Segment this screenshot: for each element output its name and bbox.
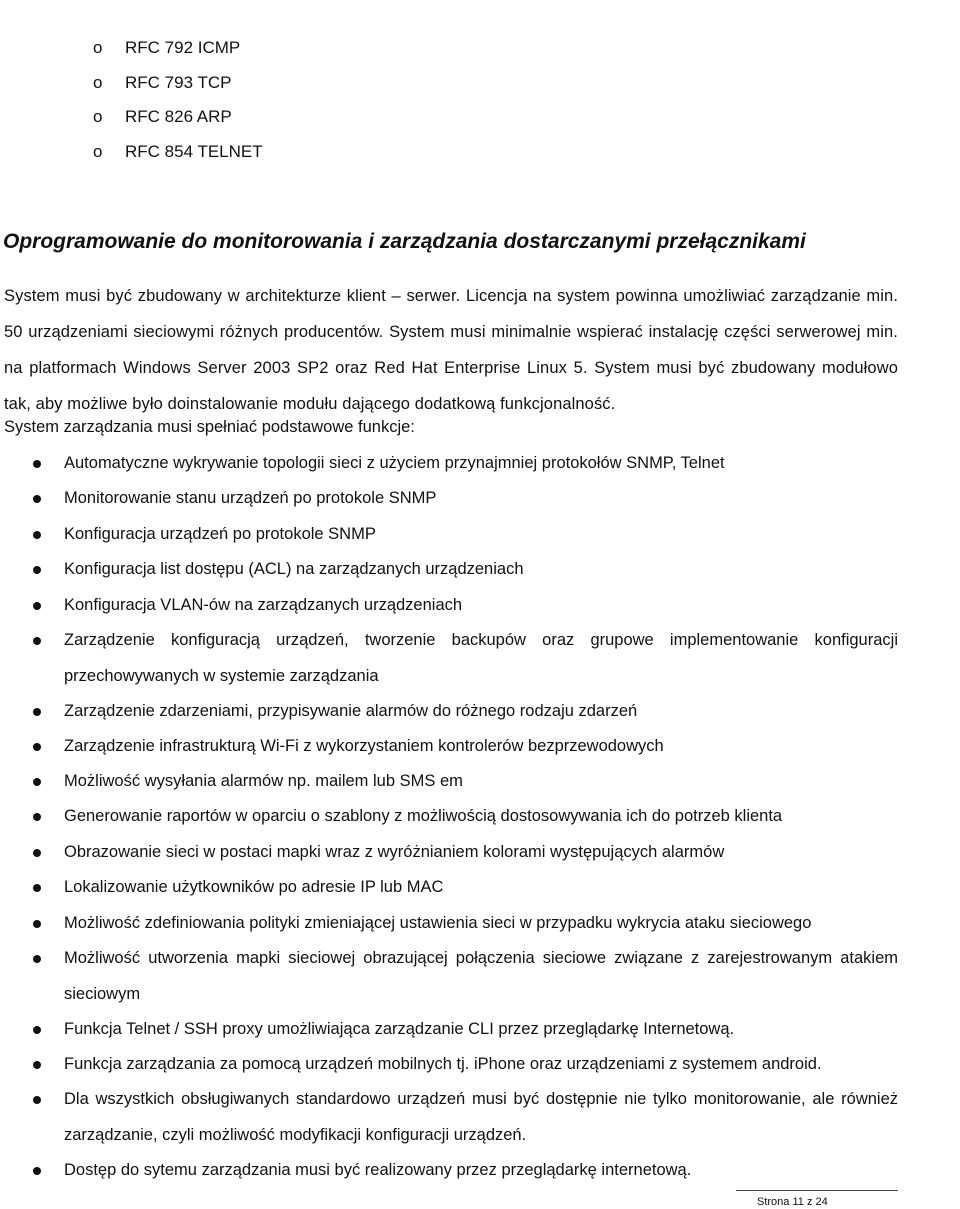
bullet-icon <box>33 849 41 857</box>
bullet-icon <box>33 495 41 503</box>
function-text: Możliwość wysyłania alarmów np. mailem lub SMS em <box>64 772 463 790</box>
bullet-icon <box>33 460 41 468</box>
bullet-icon <box>33 1026 41 1034</box>
rfc-item-text: RFC 793 TCP <box>125 73 232 92</box>
function-text: Zarządzenie konfiguracją urządzeń, tworzenie backupów oraz grupowe implementowanie konfiguracji przechowywanych w systemie zarządzania <box>64 631 898 685</box>
function-text: Dla wszystkich obsługiwanych standardowo urządzeń musi być dostępnie nie tylko monitorowanie, ale również zarządzanie, czyli możliwość modyfikacji konfiguracji urządzeń. <box>64 1090 898 1144</box>
function-text: Zarządzenie zdarzeniami, przypisywanie alarmów do różnego rodzaju zdarzeń <box>64 702 638 720</box>
bullet-icon <box>33 955 41 963</box>
bullet-icon <box>33 920 41 928</box>
rfc-item-text: RFC 826 ARP <box>125 107 232 126</box>
function-text: Konfiguracja urządzeń po protokole SNMP <box>64 525 376 543</box>
bullet-icon <box>33 637 41 645</box>
bullet-icon <box>33 602 41 610</box>
bullet-icon <box>33 531 41 539</box>
section-heading: Oprogramowanie do monitorowania i zarządzania dostarczanymi przełącznikami <box>3 230 806 253</box>
function-text: Automatyczne wykrywanie topologii sieci z użyciem przynajmniej protokołów SNMP, Telnet <box>64 454 725 472</box>
rfc-item-text: RFC 792 ICMP <box>125 38 241 57</box>
bullet-icon <box>33 708 41 716</box>
list-marker-o: o <box>93 107 103 126</box>
bullet-icon <box>33 566 41 574</box>
function-text: Lokalizowanie użytkowników po adresie IP lub MAC <box>64 878 444 896</box>
function-text: Dostęp do sytemu zarządzania musi być realizowany przez przeglądarkę internetową. <box>64 1161 692 1179</box>
bullet-icon <box>33 778 41 786</box>
bullet-icon <box>33 884 41 892</box>
rfc-item-text: RFC 854 TELNET <box>125 142 263 161</box>
bullet-icon <box>33 1167 41 1175</box>
bullet-icon <box>33 813 41 821</box>
body-paragraph: System musi być zbudowany w architekturze klient – serwer. Licencja na system powinna umożliwiać zarządzanie min. 50 urządzeniami sieciowymi różnych producentów. System musi minimalnie wspierać instalację części serwerowej min. na platformach Windows Server 2003 SP2 oraz Red Hat Enterprise Linux 5. System musi być zbudowany modułowo tak, aby możliwe było doinstalowanie modułu dającego dodatkową funkcjonalność. <box>4 287 898 413</box>
function-text: Konfiguracja list dostępu (ACL) na zarządzanych urządzeniach <box>64 560 524 578</box>
function-text: Obrazowanie sieci w postaci mapki wraz z wyróżnianiem kolorami występujących alarmów <box>64 843 725 861</box>
function-text: Monitorowanie stanu urządzeń po protokole SNMP <box>64 489 437 507</box>
functions-intro: System zarządzania musi spełniać podstawowe funkcje: <box>4 418 415 436</box>
bullet-icon <box>33 1096 41 1104</box>
bullet-icon <box>33 743 41 751</box>
list-marker-o: o <box>93 73 103 92</box>
function-text: Zarządzenie infrastrukturą Wi-Fi z wykorzystaniem kontrolerów bezprzewodowych <box>64 737 664 755</box>
list-marker-o: o <box>93 142 103 161</box>
function-text: Funkcja zarządzania za pomocą urządzeń mobilnych tj. iPhone oraz urządzeniami z systemem android. <box>64 1055 822 1073</box>
function-text: Konfiguracja VLAN-ów na zarządzanych urządzeniach <box>64 596 463 614</box>
page-number: Strona 11 z 24 <box>757 1196 828 1208</box>
function-text: Funkcja Telnet / SSH proxy umożliwiająca zarządzanie CLI przez przeglądarkę Internetową. <box>64 1020 735 1038</box>
footer-divider <box>736 1190 898 1191</box>
function-text: Generowanie raportów w oparciu o szablony z możliwością dostosowywania ich do potrzeb klienta <box>64 807 783 825</box>
function-text: Możliwość utworzenia mapki sieciowej obrazującej połączenia sieciowe związane z zarejestrowanym atakiem sieciowym <box>64 949 898 1003</box>
function-text: Możliwość zdefiniowania polityki zmieniającej ustawienia sieci w przypadku wykrycia ataku sieciowego <box>64 914 812 932</box>
list-marker-o: o <box>93 38 103 57</box>
bullet-icon <box>33 1061 41 1069</box>
